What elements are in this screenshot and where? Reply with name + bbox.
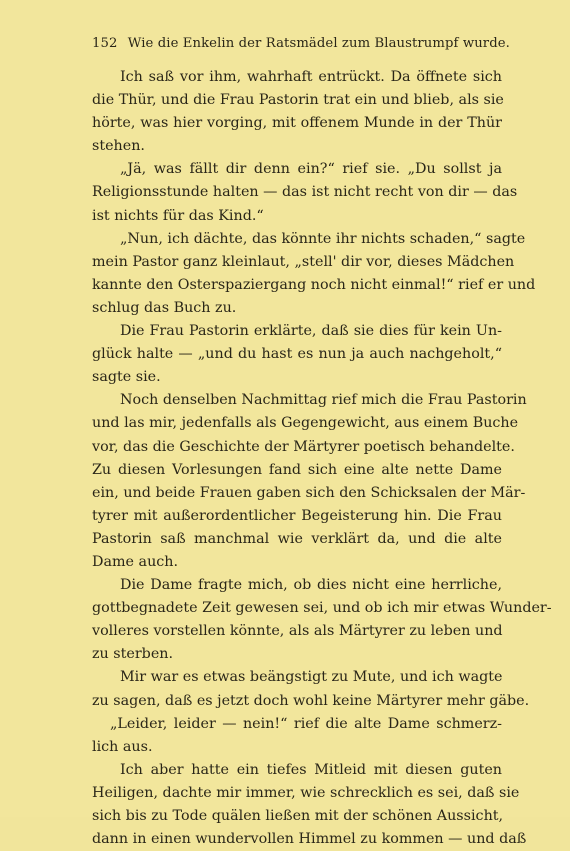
text-line: schlug das Buch zu.	[92, 299, 237, 316]
text-line: Mir war es etwas beängstigt zu Mute, und ich wagte	[120, 669, 503, 686]
text-line: Ich aber hatte ein tiefes Mitleid mit diesen guten	[120, 761, 502, 778]
text-line: stehen.	[92, 138, 145, 155]
text-line: sagte sie.	[92, 369, 161, 386]
text-line: Heiligen, dachte mir immer, wie schrecklich es sei, daß sie	[92, 784, 520, 801]
body-text	[92, 66, 552, 851]
text-line: die Thür, und die Frau Pastorin trat ein und blieb, als sie	[92, 92, 504, 109]
text-line: zu sagen, daß es jetzt doch wohl keine Märtyrer mehr gäbe.	[92, 692, 530, 709]
text-line: Pastorin saß manchmal wie verklärt da, und die alte	[92, 530, 502, 547]
text-line: hörte, was hier vorging, mit offenem Munde in der Thür	[92, 115, 502, 132]
text-line: „Nun, ich dächte, das könnte ihr nichts schaden,“ sagte	[120, 230, 526, 247]
text-line: Zu diesen Vorlesungen fand sich eine alte nette Dame	[92, 461, 502, 478]
text-line: vor, das die Geschichte der Märtyrer poetisch behandelte.	[92, 438, 515, 455]
text-line: Religionsstunde halten — das ist nicht recht von dir — das	[92, 184, 518, 201]
text-line: mein Pastor ganz kleinlaut, „stell' dir vor, dieses Mädchen	[92, 253, 515, 270]
running-header	[92, 36, 510, 51]
text-line: Ich saß vor ihm, wahrhaft entrückt. Da öffnete sich	[120, 69, 502, 85]
text-line: „Jä, was fällt dir denn ein?“ rief sie. „Du sollst ja	[120, 161, 502, 178]
text-line: zu sterben.	[92, 646, 174, 663]
text-line: dann in einen wundervollen Himmel zu kommen — und daß	[92, 831, 527, 848]
running-title: Wie die Enkelin der Ratsmädel zum Blaustrumpf wurde.	[127, 36, 510, 51]
text-line: glück halte — „und du hast es nun ja auch nachgeholt,“	[92, 346, 502, 363]
text-line: „Leider, leider — nein!“ rief die alte Dame schmerz-	[110, 715, 502, 732]
text-line: volleres vorstellen könnte, als als Märtyrer zu leben und	[92, 623, 503, 640]
text-line: Die Frau Pastorin erklärte, daß sie dies für kein Un-	[120, 323, 502, 340]
text-line: ist nichts für das Kind.“	[92, 207, 264, 224]
page-number: 152	[92, 36, 118, 51]
text-line: tyrer mit außerordentlicher Begeisterung hin. Die Frau	[92, 507, 502, 524]
text-line: gottbegnadete Zeit gewesen sei, und ob ich mir etwas Wunder-	[92, 600, 552, 617]
text-line: Die Dame fragte mich, ob dies nicht eine herrliche,	[120, 577, 502, 594]
text-line: sich bis zu Tode quälen ließen mit der schönen Aussicht,	[92, 808, 504, 824]
text-line: ein, und beide Frauen gaben sich den Schicksalen der Mär-	[92, 484, 526, 501]
text-line: Noch denselben Nachmittag rief mich die Frau Pastorin	[120, 392, 527, 409]
text-line: lich aus.	[92, 738, 153, 755]
text-line: und las mir, jedenfalls als Gegengewicht, aus einem Buche	[92, 415, 519, 432]
text-line: Dame auch.	[92, 553, 179, 570]
text-line: kannte den Osterspaziergang noch nicht einmal!“ rief er und	[92, 276, 536, 293]
